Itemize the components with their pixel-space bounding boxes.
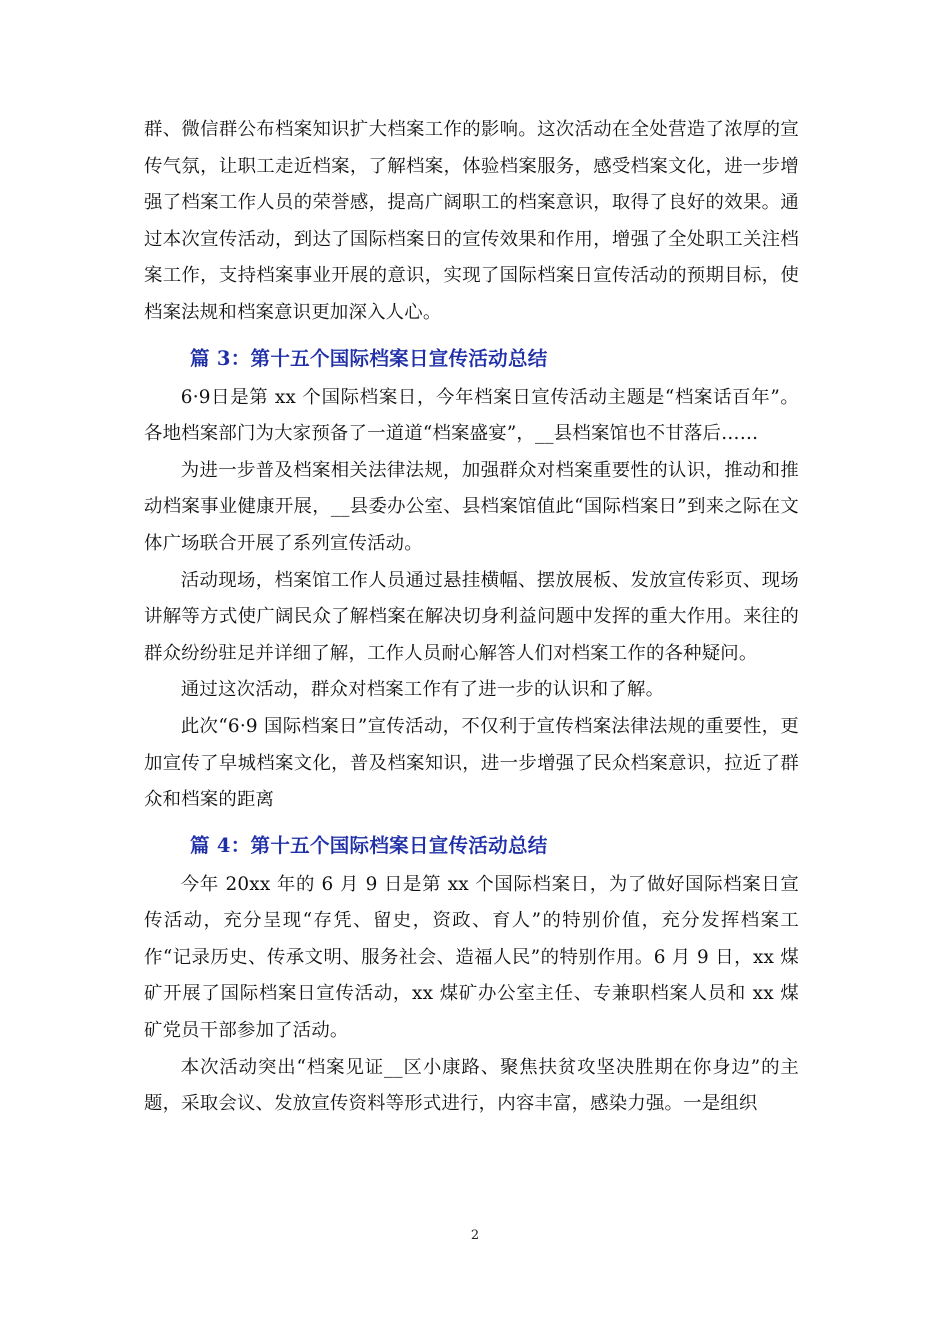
body-paragraph: 为进一步普及档案相关法律法规，加强群众对档案重要性的认识，推动和推动档案事业健康开展，__县委办公室、县档案馆值此“国际档案日”到来之际在文体广场联合开展了系列宣传活动。 <box>144 459 799 554</box>
document-page <box>144 112 799 1123</box>
body-paragraph: 今年 20xx 年的 6 月 9 日是第 xx 个国际档案日，为了做好国际档案日宣传活动，充分呈现“存凭、留史，资政、育人”的特别价值，充分发挥档案工作“记录历史、传承文明、服务社会、造福人民”的特别作用。6 月 9 日，xx 煤矿开展了国际档案日宣传活动，xx 煤矿办公室主任、专兼职档案人员和 xx 煤矿党员干部参加了活动。 <box>144 873 799 1042</box>
body-paragraph: 此次“6·9 国际档案日”宣传活动，不仅利于宣传档案法律法规的重要性，更加宣传了皁城档案文化，普及档案知识，进一步增强了民众档案意识，拉近了群众和档案的距离 <box>144 715 799 811</box>
section-heading-3: 篇 3：第十五个国际档案日宣传活动总结 <box>190 346 548 370</box>
body-paragraph: 6·9日是第 xx 个国际档案日，今年档案日宣传活动主题是“档案话百年”。各地档案部门为大家预备了一道道“档案盛宴”，__县档案馆也不甘落后…… <box>144 386 799 445</box>
body-paragraph: 群、微信群公布档案知识扩大档案工作的影响。这次活动在全处营造了浓厚的宣传气氛，让职工走近档案，了解档案，体验档案服务，感受档案文化，进一步增强了档案工作人员的荣誉感，提高广阔职工的档案意识，取得了良好的效果。通过本次宣传活动，到达了国际档案日的宣传效果和作用，增强了全处职工关注档案工作，支持档案事业开展的意识，实现了国际档案日宣传活动的预期目标，使档案法规和档案意识更加深入人心。 <box>144 119 799 323</box>
section-heading-4: 篇 4：第十五个国际档案日宣传活动总结 <box>190 833 548 857</box>
body-paragraph: 通过这次活动，群众对档案工作有了进一步的认识和了解。 <box>180 679 665 701</box>
page-number: 2 <box>470 1228 480 1243</box>
body-paragraph: 本次活动突出“档案见证__区小康路、聚焦扶贫攻坚决胜期在你身边”的主题，采取会议、发放宣传资料等形式进行，内容丰富，感染力强。一是组织 <box>144 1056 799 1115</box>
body-paragraph: 活动现场，档案馆工作人员通过悬挂横幅、摆放展板、发放宣传彩页、现场讲解等方式使广阔民众了解档案在解决切身利益问题中发挥的重大作用。来往的群众纷纷驻足并详细了解，工作人员耐心解答人们对档案工作的各种疑问。 <box>144 569 799 664</box>
